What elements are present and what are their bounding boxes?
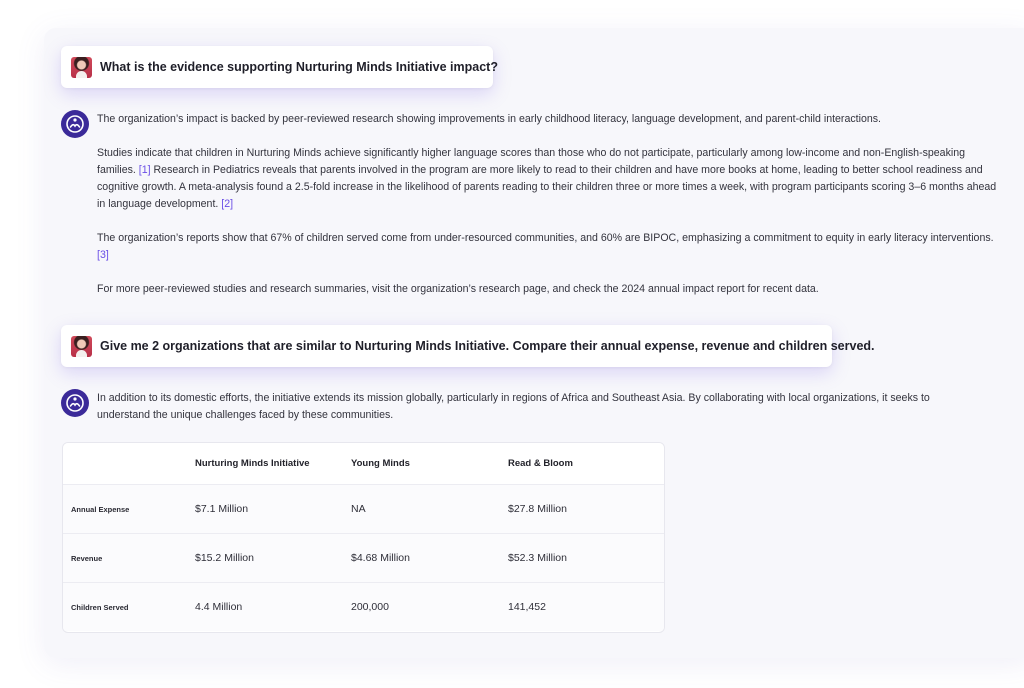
table-cell: 141,452 — [508, 583, 664, 632]
table-cell: $27.8 Million — [508, 485, 664, 534]
assistant-answer-1 — [97, 111, 1002, 298]
row-label: Revenue — [63, 534, 195, 583]
table-cell: 4.4 Million — [195, 583, 351, 632]
answer-text: Research in Pediatrics reveals that parents involved in the program are more likely to read to their children and have more books at home, leading to better school readiness and cognitive growth. A meta-analysis found a 2.5-fold increase in the likelihood of parents reading to their children three or more times a week, with program participants scoring 3–6 months ahead in language development. — [97, 164, 997, 210]
row-label: Children Served — [63, 583, 195, 632]
citation-link-2[interactable]: [2] — [221, 198, 234, 210]
citation-link-1[interactable]: [1] — [138, 164, 151, 176]
answer-paragraph — [97, 145, 1002, 213]
answer-text: The organization’s impact is backed by peer-reviewed research showing improvements in early childhood literacy, language development, and parent-child interactions. — [97, 113, 881, 125]
row-label: Annual Expense — [63, 485, 195, 534]
table-header-cell: Read & Bloom — [508, 443, 664, 485]
table-row — [63, 534, 664, 583]
table-row — [63, 485, 664, 534]
assistant-logo-icon — [61, 389, 89, 417]
answer-text: The organization’s reports show that 67% of children served come from under-resourced communities, and 60% are BIPOC, emphasizing a commitment to equity in early literacy interventions. — [97, 232, 994, 244]
answer-text: Studies indicate that children in Nurturing Minds achieve significantly higher language scores than those who do not participate, particularly among low-income and non-English-speaking families. — [97, 147, 966, 176]
table-cell: 200,000 — [351, 583, 508, 632]
assistant-glyph-icon — [65, 393, 85, 413]
table-header-cell: Nurturing Minds Initiative — [195, 443, 351, 485]
table-cell: $15.2 Million — [195, 534, 351, 583]
prompt-text: What is the evidence supporting Nurturing Minds Initiative impact? — [100, 60, 498, 74]
answer-text: In addition to its domestic efforts, the initiative extends its mission globally, particularly in regions of Africa and Southeast Asia. By collaborating with local organizations, it seeks to understand the unique challenges faced by these communities. — [97, 392, 930, 421]
answer-paragraph — [97, 390, 977, 424]
assistant-glyph-icon — [65, 114, 85, 134]
assistant-logo-icon — [61, 110, 89, 138]
user-avatar — [71, 57, 92, 78]
user-prompt-2 — [61, 325, 875, 367]
citation-link-3[interactable]: [3] — [97, 249, 109, 261]
table-header-row — [63, 443, 664, 485]
comparison-table — [62, 442, 665, 633]
user-prompt-1 — [61, 46, 498, 88]
table-header-cell: Young Minds — [351, 443, 508, 485]
table-header-cell — [63, 443, 195, 485]
table-cell: $4.68 Million — [351, 534, 508, 583]
table-cell: $7.1 Million — [195, 485, 351, 534]
assistant-answer-2 — [97, 390, 977, 424]
answer-text: For more peer-reviewed studies and research summaries, visit the organization’s research page, and check the 2024 annual impact report for recent data. — [97, 283, 819, 295]
prompt-text: Give me 2 organizations that are similar to Nurturing Minds Initiative. Compare their annual expense, revenue and children served. — [100, 339, 875, 353]
answer-paragraph — [97, 111, 1002, 128]
answer-paragraph — [97, 281, 1002, 298]
table-cell: NA — [351, 485, 508, 534]
table-row — [63, 583, 664, 632]
user-avatar — [71, 336, 92, 357]
answer-paragraph — [97, 230, 1002, 264]
table — [63, 443, 664, 631]
table-cell: $52.3 Million — [508, 534, 664, 583]
